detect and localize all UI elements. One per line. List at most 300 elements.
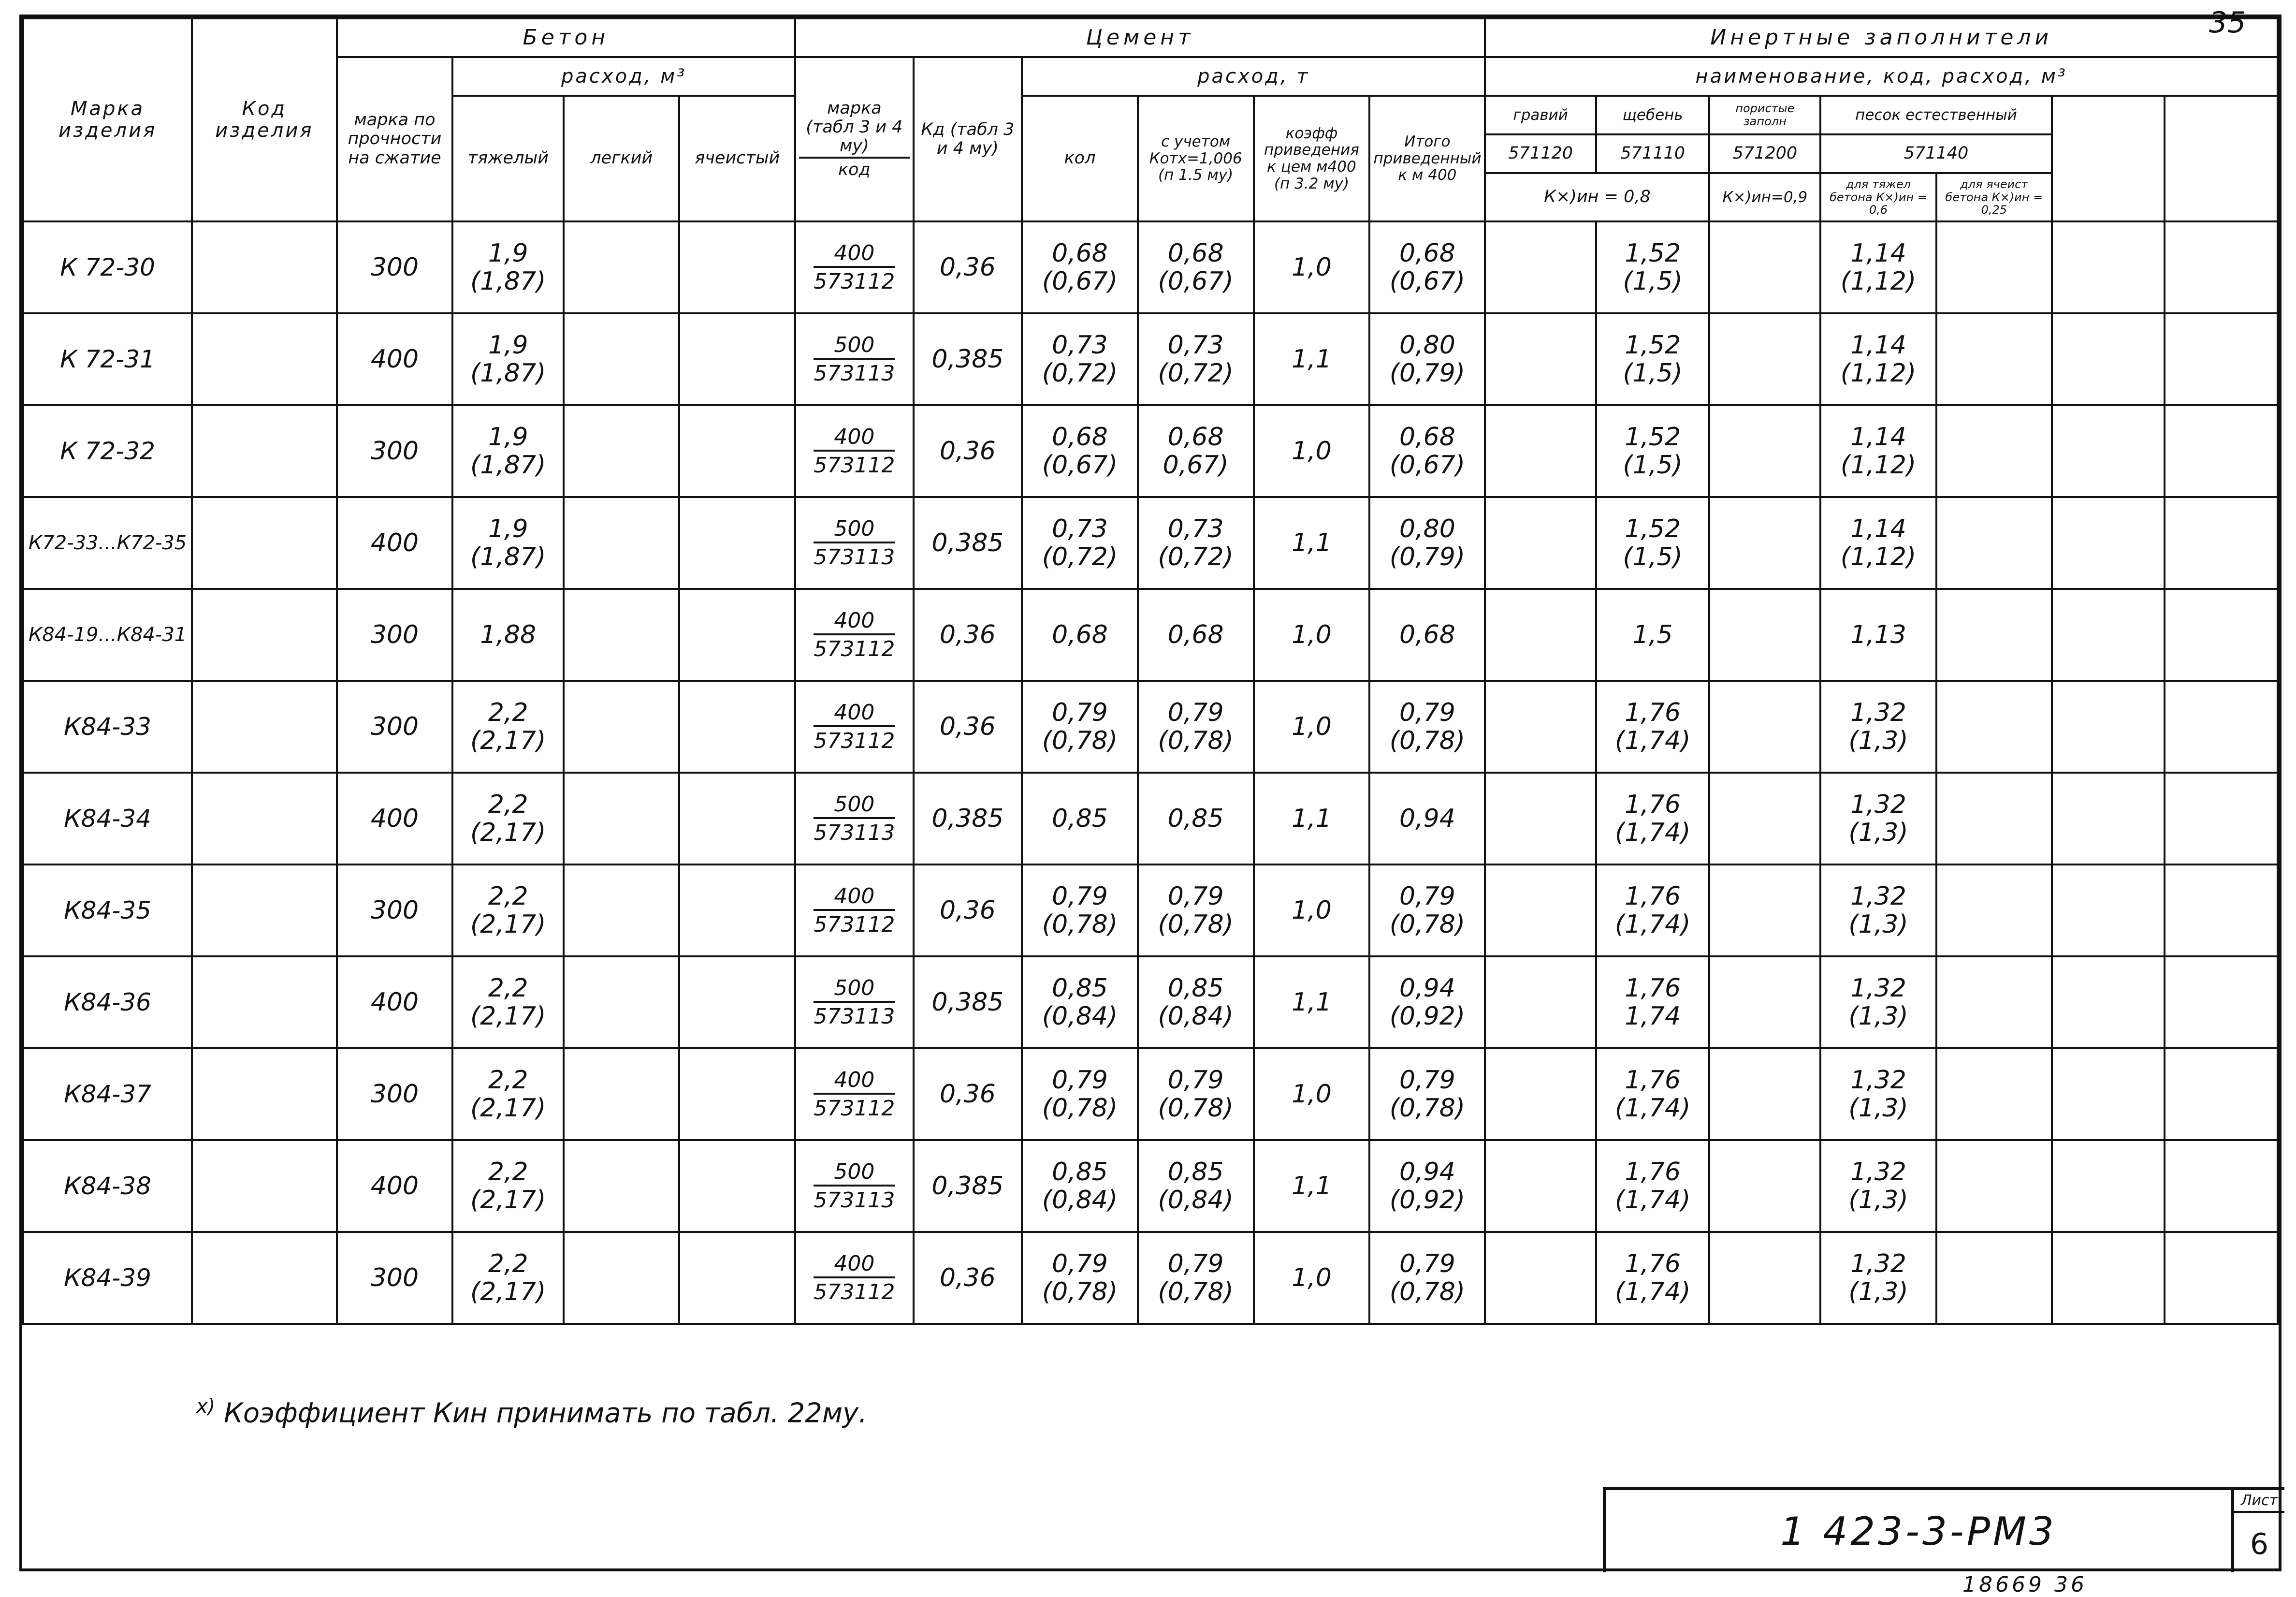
cell-sheben-line: (1,5) xyxy=(1623,359,1683,388)
cell-koeff: 1,0 xyxy=(1254,1048,1370,1140)
cell-itogo-line: 0,94 xyxy=(1399,804,1455,833)
empty-cell xyxy=(2165,956,2278,1048)
empty-cell xyxy=(1485,864,1596,956)
cell-tyazh-line: (1,87) xyxy=(470,267,546,296)
cell-kol xyxy=(1022,313,1138,405)
cell-pesok xyxy=(1820,681,1936,773)
empty-cell xyxy=(1709,313,1820,405)
empty-cell xyxy=(1709,221,1820,313)
empty-cell xyxy=(1936,773,2052,864)
empty-cell xyxy=(2165,589,2278,681)
empty-cell xyxy=(2165,864,2278,956)
cell-s_uchetom xyxy=(1138,864,1254,956)
empty-cell xyxy=(2052,681,2165,773)
cell-sheben xyxy=(1596,405,1710,497)
cell-tyazh-line: 2,2 xyxy=(488,1249,528,1278)
cell-pesok-line: (1,3) xyxy=(1848,818,1908,847)
sheet-label: Лист xyxy=(2234,1490,2284,1513)
cell-s_uchetom-line: 0,85 xyxy=(1167,804,1224,833)
cell-itogo-line: 0,68 xyxy=(1399,422,1455,452)
cell-s_uchetom xyxy=(1138,1140,1254,1232)
cement-grade: 500 xyxy=(814,517,895,543)
cell-kol xyxy=(1022,1232,1138,1324)
cell-kod xyxy=(192,681,336,773)
cement-fraction xyxy=(814,701,895,753)
cell-sheben xyxy=(1596,589,1710,681)
cell-s_uchetom-line: (0,84) xyxy=(1158,1186,1234,1215)
cell-tyazh-line: (2,17) xyxy=(470,1094,546,1123)
cell-kol-line: 0,79 xyxy=(1052,698,1108,727)
cell-marka: К84-39 xyxy=(23,1232,192,1324)
cell-pesok xyxy=(1820,1232,1936,1324)
cell-cement-marka xyxy=(795,681,914,773)
cell-cement-marka xyxy=(795,956,914,1048)
cell-tyazh-line: 2,2 xyxy=(488,881,528,911)
cell-tyazh-line: (1,87) xyxy=(470,359,546,388)
cement-code: 573112 xyxy=(814,637,895,661)
cell-sheben-line: (1,74) xyxy=(1615,726,1691,755)
cement-code: 573113 xyxy=(814,1004,895,1029)
cell-pesok xyxy=(1820,405,1936,497)
cell-tyazh-line: 2,2 xyxy=(488,698,528,727)
empty-cell xyxy=(679,589,795,681)
empty-cell xyxy=(564,221,679,313)
cell-marka: К84-36 xyxy=(23,956,192,1048)
header-legk: легкий xyxy=(564,96,679,221)
cell-prochn: 300 xyxy=(337,681,453,773)
empty-cell xyxy=(564,773,679,864)
sheet-number: 6 xyxy=(2250,1527,2269,1561)
cell-prochn: 300 xyxy=(337,221,453,313)
cell-prochn: 300 xyxy=(337,405,453,497)
cell-sheben xyxy=(1596,221,1710,313)
cell-cement-marka xyxy=(795,1232,914,1324)
empty-cell xyxy=(1936,1232,2052,1324)
cement-code: 573112 xyxy=(814,1280,895,1304)
empty-cell xyxy=(1709,1232,1820,1324)
cell-tyazh xyxy=(452,1140,564,1232)
cell-kol-line: (0,72) xyxy=(1042,359,1118,388)
cement-grade: 400 xyxy=(814,241,895,268)
cell-tyazh xyxy=(452,497,564,589)
cell-pesok-line: (1,3) xyxy=(1848,1277,1908,1306)
empty-cell xyxy=(1709,864,1820,956)
cell-kol-line: (0,84) xyxy=(1042,1002,1118,1031)
cell-itogo-line: (0,78) xyxy=(1389,1277,1466,1306)
header-itogo: Итого приведенный к м 400 xyxy=(1369,96,1485,221)
cell-s_uchetom-line: (0,72) xyxy=(1158,359,1234,388)
cell-kol xyxy=(1022,405,1138,497)
cell-tyazh-line: 1,9 xyxy=(488,422,528,452)
cell-tyazh-line: 1,9 xyxy=(488,514,528,543)
empty-cell xyxy=(1936,405,2052,497)
cement-code: 573113 xyxy=(814,545,895,570)
header-kd: Кд (табл 3 и 4 му) xyxy=(914,57,1022,221)
header-cement: Цемент xyxy=(795,18,1485,57)
cell-s_uchetom-line: (0,67) xyxy=(1158,267,1234,296)
empty-cell xyxy=(2165,1048,2278,1140)
cement-fraction xyxy=(814,1252,895,1304)
header-kod: Код изделия xyxy=(192,18,336,221)
cell-itogo-line: 0,79 xyxy=(1399,698,1455,727)
cell-s_uchetom-line: 0,79 xyxy=(1167,698,1224,727)
cell-prochn: 300 xyxy=(337,1232,453,1324)
cell-kol-line: 0,79 xyxy=(1052,1065,1108,1095)
doc-code-stamp: 1 423-3-РМ3 xyxy=(1603,1487,2231,1572)
cell-kod xyxy=(192,773,336,864)
cell-itogo-line: 0,68 xyxy=(1399,620,1455,649)
cell-sheben-line: 1,52 xyxy=(1625,514,1681,543)
table-row xyxy=(23,589,2278,681)
cell-pesok-line: 1,14 xyxy=(1850,422,1906,452)
cell-itogo xyxy=(1369,773,1485,864)
cell-kol xyxy=(1022,773,1138,864)
cell-pesok xyxy=(1820,313,1936,405)
cell-itogo xyxy=(1369,313,1485,405)
cell-pesok-line: 1,32 xyxy=(1850,698,1906,727)
empty-cell xyxy=(1936,956,2052,1048)
empty-cell xyxy=(1709,1048,1820,1140)
table-row xyxy=(23,221,2278,313)
cement-fraction xyxy=(814,425,895,478)
cell-cement-marka xyxy=(795,221,914,313)
empty-cell xyxy=(564,497,679,589)
cell-kod xyxy=(192,1048,336,1140)
cell-kol-line: (0,78) xyxy=(1042,1277,1118,1306)
cell-sheben-line: 1,52 xyxy=(1625,238,1681,268)
cell-tyazh-line: 1,9 xyxy=(488,238,528,268)
empty-cell xyxy=(564,1232,679,1324)
header-cem-marka xyxy=(795,57,914,221)
cell-s_uchetom-line: 0,67) xyxy=(1163,451,1229,480)
empty-cell xyxy=(1485,221,1596,313)
cell-prochn: 300 xyxy=(337,1048,453,1140)
empty-cell xyxy=(1936,313,2052,405)
cell-pesok-line: 1,32 xyxy=(1850,881,1906,911)
cell-s_uchetom-line: 0,79 xyxy=(1167,881,1224,911)
cell-kod xyxy=(192,313,336,405)
empty-cell xyxy=(1936,1140,2052,1232)
cell-marka: К84-35 xyxy=(23,864,192,956)
cell-marka: К 72-32 xyxy=(23,405,192,497)
cell-kol xyxy=(1022,681,1138,773)
header-tyazh: тяжелый xyxy=(452,96,564,221)
cell-itogo-line: 0,79 xyxy=(1399,881,1455,911)
cell-sheben-line: (1,74) xyxy=(1615,818,1691,847)
empty-cell xyxy=(2052,864,2165,956)
cell-s_uchetom xyxy=(1138,221,1254,313)
cell-pesok-line: (1,3) xyxy=(1848,1094,1908,1123)
empty-cell xyxy=(2052,1232,2165,1324)
cell-sheben-line: (1,5) xyxy=(1623,451,1683,480)
cell-itogo xyxy=(1369,405,1485,497)
cell-koeff: 1,1 xyxy=(1254,956,1370,1048)
cell-kod xyxy=(192,956,336,1048)
cell-sheben-line: (1,5) xyxy=(1623,542,1683,571)
cell-itogo-line: (0,92) xyxy=(1389,1186,1466,1215)
k-gravii-sheben: К×)ин = 0,8 xyxy=(1485,173,1709,221)
cell-kd: 0,36 xyxy=(914,681,1022,773)
cell-kol xyxy=(1022,1140,1138,1232)
cell-kd: 0,385 xyxy=(914,497,1022,589)
cell-tyazh-line: (2,17) xyxy=(470,818,546,847)
table-row xyxy=(23,1232,2278,1324)
header-beton-rashod: расход, м³ xyxy=(452,57,795,96)
cement-fraction xyxy=(814,1068,895,1121)
cement-fraction xyxy=(814,333,895,386)
empty-cell xyxy=(1485,405,1596,497)
cell-kd: 0,36 xyxy=(914,405,1022,497)
header-yacheist: ячеистый xyxy=(679,96,795,221)
cell-kol-line: 0,85 xyxy=(1052,973,1108,1003)
cell-cement-marka xyxy=(795,497,914,589)
cell-kol-line: 0,68 xyxy=(1052,422,1108,452)
table-row xyxy=(23,681,2278,773)
cell-s_uchetom-line: (0,78) xyxy=(1158,1094,1234,1123)
cement-code: 573113 xyxy=(814,820,895,845)
cell-kod xyxy=(192,589,336,681)
cell-marka: К84-19...К84-31 xyxy=(23,589,192,681)
empty-cell xyxy=(1709,405,1820,497)
empty-cell xyxy=(1485,313,1596,405)
cell-tyazh xyxy=(452,956,564,1048)
header-marka: Марка изделия xyxy=(23,18,192,221)
cell-koeff: 1,0 xyxy=(1254,405,1370,497)
cell-itogo-line: (0,67) xyxy=(1389,451,1466,480)
cell-sheben xyxy=(1596,956,1710,1048)
cell-s_uchetom-line: 0,85 xyxy=(1167,1157,1224,1187)
cell-s_uchetom-line: 0,68 xyxy=(1167,422,1224,452)
empty-cell xyxy=(2052,497,2165,589)
header-sheben: щебень xyxy=(1596,96,1710,134)
empty-cell xyxy=(1709,589,1820,681)
empty-cell xyxy=(1709,1140,1820,1232)
cell-marka: К84-38 xyxy=(23,1140,192,1232)
cell-sheben xyxy=(1596,1048,1710,1140)
cell-kod xyxy=(192,864,336,956)
empty-cell xyxy=(1936,589,2052,681)
cell-kd: 0,385 xyxy=(914,313,1022,405)
cell-pesok-line: 1,32 xyxy=(1850,973,1906,1003)
cell-s_uchetom xyxy=(1138,956,1254,1048)
cell-sheben-line: 1,76 xyxy=(1625,1157,1681,1187)
table-row xyxy=(23,313,2278,405)
cem-kod-label: код xyxy=(838,160,871,180)
cell-tyazh xyxy=(452,405,564,497)
empty-cell xyxy=(1936,1048,2052,1140)
empty-cell xyxy=(2165,405,2278,497)
cell-kod xyxy=(192,405,336,497)
empty-cell xyxy=(2052,589,2165,681)
k-yacheist-beton: для ячеист бетона К×)ин = 0,25 xyxy=(1936,173,2052,221)
cell-tyazh xyxy=(452,1232,564,1324)
cell-cement-marka xyxy=(795,405,914,497)
cell-tyazh xyxy=(452,773,564,864)
cement-fraction xyxy=(814,1160,895,1213)
cell-kol-line: 0,85 xyxy=(1052,1157,1108,1187)
cell-koeff: 1,1 xyxy=(1254,313,1370,405)
empty-cell xyxy=(1485,497,1596,589)
code-poristye: 571200 xyxy=(1709,134,1820,173)
empty-cell xyxy=(1485,1048,1596,1140)
cell-kol-line: (0,84) xyxy=(1042,1186,1118,1215)
empty-cell xyxy=(679,405,795,497)
cell-sheben-line: (1,74) xyxy=(1615,1094,1691,1123)
cell-kod xyxy=(192,221,336,313)
cell-s_uchetom-line: (0,78) xyxy=(1158,1277,1234,1306)
cell-sheben xyxy=(1596,681,1710,773)
cell-sheben-line: 1,5 xyxy=(1632,620,1673,649)
cell-tyazh xyxy=(452,313,564,405)
empty-cell xyxy=(1936,864,2052,956)
cell-pesok-line: (1,12) xyxy=(1840,267,1917,296)
cell-koeff: 1,1 xyxy=(1254,497,1370,589)
cell-pesok-line: (1,3) xyxy=(1848,910,1908,939)
cell-itogo xyxy=(1369,1232,1485,1324)
cell-tyazh-line: (2,17) xyxy=(470,1002,546,1031)
cell-kol xyxy=(1022,221,1138,313)
table-row xyxy=(23,405,2278,497)
cement-grade: 500 xyxy=(814,792,895,819)
cell-koeff: 1,0 xyxy=(1254,681,1370,773)
empty-cell xyxy=(679,681,795,773)
empty-cell xyxy=(2165,313,2278,405)
cell-tyazh-line: 2,2 xyxy=(488,790,528,819)
cell-s_uchetom xyxy=(1138,589,1254,681)
table-row xyxy=(23,497,2278,589)
cell-tyazh-line: 1,88 xyxy=(480,620,537,649)
cell-itogo-line: 0,79 xyxy=(1399,1065,1455,1095)
empty-cell xyxy=(679,773,795,864)
blank-col-b xyxy=(2165,96,2278,221)
cell-sheben-line: 1,74 xyxy=(1625,1002,1681,1031)
empty-cell xyxy=(564,589,679,681)
empty-cell xyxy=(564,956,679,1048)
cell-itogo-line: (0,79) xyxy=(1389,542,1466,571)
cell-itogo-line: 0,68 xyxy=(1399,238,1455,268)
empty-cell xyxy=(1709,497,1820,589)
cell-koeff: 1,0 xyxy=(1254,864,1370,956)
cell-kol-line: 0,85 xyxy=(1052,804,1108,833)
cell-prochn: 300 xyxy=(337,864,453,956)
cell-sheben xyxy=(1596,313,1710,405)
cell-itogo xyxy=(1369,681,1485,773)
cell-s_uchetom xyxy=(1138,497,1254,589)
cell-cement-marka xyxy=(795,773,914,864)
cell-s_uchetom-line: 0,79 xyxy=(1167,1249,1224,1278)
cell-tyazh-line: (1,87) xyxy=(470,451,546,480)
cement-grade: 500 xyxy=(814,333,895,360)
cell-pesok xyxy=(1820,497,1936,589)
cell-sheben-line: 1,76 xyxy=(1625,1065,1681,1095)
cell-s_uchetom-line: (0,78) xyxy=(1158,910,1234,939)
cell-kd: 0,385 xyxy=(914,773,1022,864)
cell-s_uchetom xyxy=(1138,681,1254,773)
cell-pesok xyxy=(1820,864,1936,956)
empty-cell xyxy=(1485,681,1596,773)
cell-itogo-line: (0,79) xyxy=(1389,359,1466,388)
header-koeff: коэфф приведения к цем м400 (п 3.2 му) xyxy=(1254,96,1370,221)
cell-kol-line: (0,78) xyxy=(1042,726,1118,755)
footnote-mark: х) xyxy=(196,1395,216,1418)
empty-cell xyxy=(564,681,679,773)
header-beton: Бетон xyxy=(337,18,796,57)
code-gravii: 571120 xyxy=(1485,134,1596,173)
empty-cell xyxy=(679,1232,795,1324)
archive-number: 18669 36 xyxy=(1962,1572,2087,1597)
cell-s_uchetom-line: 0,79 xyxy=(1167,1065,1224,1095)
empty-cell xyxy=(1485,773,1596,864)
cell-cement-marka xyxy=(795,1140,914,1232)
cell-pesok-line: 1,13 xyxy=(1850,620,1906,649)
cell-sheben-line: 1,52 xyxy=(1625,422,1681,452)
cell-tyazh xyxy=(452,681,564,773)
header-inert: Инертные заполнители xyxy=(1485,18,2278,57)
cell-tyazh xyxy=(452,864,564,956)
empty-cell xyxy=(2052,313,2165,405)
cell-pesok-line: 1,32 xyxy=(1850,790,1906,819)
empty-cell xyxy=(2165,221,2278,313)
cell-marka: К84-34 xyxy=(23,773,192,864)
empty-cell xyxy=(2165,1232,2278,1324)
cell-sheben-line: 1,76 xyxy=(1625,698,1681,727)
cell-s_uchetom-line: (0,84) xyxy=(1158,1002,1234,1031)
empty-cell xyxy=(2052,773,2165,864)
cement-grade: 400 xyxy=(814,1068,895,1095)
cell-s_uchetom-line: 0,73 xyxy=(1167,330,1224,360)
cell-cement-marka xyxy=(795,589,914,681)
cell-kol-line: (0,78) xyxy=(1042,1094,1118,1123)
cement-fraction xyxy=(814,884,895,937)
header-beton-marka: марка по прочности на сжатие xyxy=(337,57,453,221)
cell-kod xyxy=(192,497,336,589)
cement-grade: 400 xyxy=(814,1252,895,1278)
cell-tyazh-line: 1,9 xyxy=(488,330,528,360)
cell-kol-line: 0,79 xyxy=(1052,1249,1108,1278)
cell-kod xyxy=(192,1232,336,1324)
empty-cell xyxy=(2165,773,2278,864)
cell-kd: 0,36 xyxy=(914,1232,1022,1324)
cell-sheben-line: (1,74) xyxy=(1615,1186,1691,1215)
cement-code: 573112 xyxy=(814,1096,895,1121)
cell-sheben-line: 1,76 xyxy=(1625,881,1681,911)
empty-cell xyxy=(564,405,679,497)
cell-kol-line: 0,73 xyxy=(1052,514,1108,543)
cell-cement-marka xyxy=(795,313,914,405)
table-row xyxy=(23,1048,2278,1140)
header-gravii: гравий xyxy=(1485,96,1596,134)
drawing-sheet xyxy=(19,15,2281,1571)
cell-itogo-line: (0,78) xyxy=(1389,910,1466,939)
cement-grade: 400 xyxy=(814,425,895,452)
cell-itogo-line: (0,78) xyxy=(1389,1094,1466,1123)
cell-itogo xyxy=(1369,1048,1485,1140)
header-pesok: песок естественный xyxy=(1820,96,2052,134)
cell-pesok-line: 1,14 xyxy=(1850,330,1906,360)
cell-tyazh xyxy=(452,1048,564,1140)
cell-tyazh-line: 2,2 xyxy=(488,973,528,1003)
blank-col-a xyxy=(2052,96,2165,221)
table-row xyxy=(23,956,2278,1048)
cell-cement-marka xyxy=(795,1048,914,1140)
cell-pesok-line: (1,3) xyxy=(1848,1186,1908,1215)
empty-cell xyxy=(1936,497,2052,589)
empty-cell xyxy=(679,221,795,313)
empty-cell xyxy=(2052,221,2165,313)
cement-fraction xyxy=(814,792,895,845)
cell-kd: 0,36 xyxy=(914,589,1022,681)
k-tyazh-beton: для тяжел бетона К×)ин = 0,6 xyxy=(1820,173,1936,221)
